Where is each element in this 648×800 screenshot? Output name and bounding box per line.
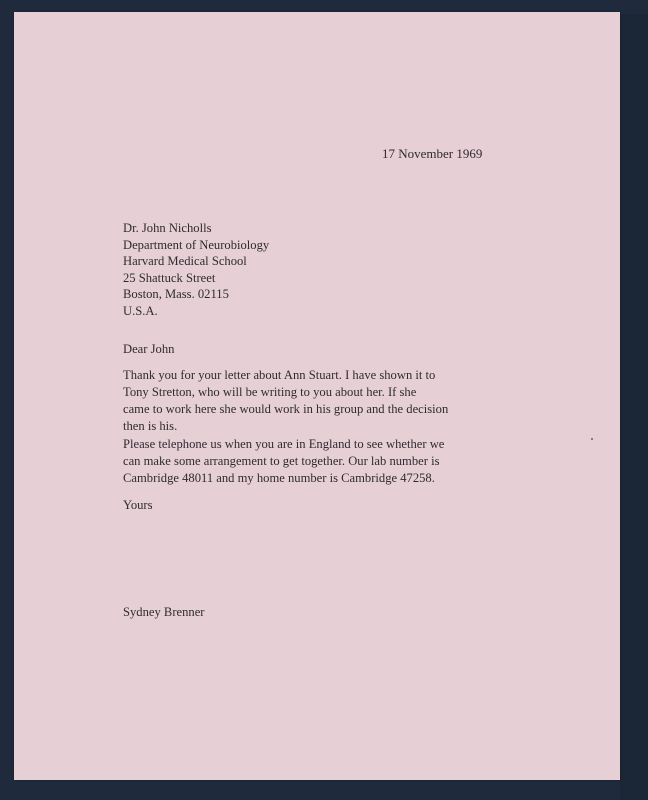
paragraph-line: came to work here she would work in his group and the decision: [123, 402, 449, 416]
address-line: 25 Shattuck Street: [123, 270, 216, 285]
letter-date: 17 November 1969: [382, 146, 483, 161]
address-line: Harvard Medical School: [123, 254, 247, 269]
address-line: Dr. John Nicholls: [123, 221, 212, 235]
closing: Yours: [123, 498, 153, 512]
address-line: U.S.A.: [123, 303, 158, 318]
body-paragraph-1: [123, 367, 448, 435]
paragraph-line: then is his.: [123, 419, 178, 433]
address-line: Boston, Mass. 02115: [123, 287, 229, 302]
recipient-address: [123, 220, 269, 320]
paragraph-line: Cambridge 48011 and my home number is Cambridge 47258.: [123, 471, 435, 485]
address-line: Department of Neurobiology: [123, 237, 270, 252]
signature-name: Sydney Brenner: [123, 605, 205, 619]
paragraph-line: Tony Stretton, who will be writing to you about her. If she: [123, 385, 417, 399]
paragraph-line: Thank you for your letter about Ann Stuart. I have shown it to: [123, 368, 436, 382]
paragraph-line: Please telephone us when you are in England to see whether we: [123, 437, 445, 451]
scan-edge: [620, 14, 648, 800]
paper-speck: [591, 438, 593, 440]
paragraph-line: can make some arrangement to get together. Our lab number is: [123, 454, 440, 468]
body-paragraph-2: [123, 436, 444, 487]
salutation: Dear John: [123, 342, 175, 356]
